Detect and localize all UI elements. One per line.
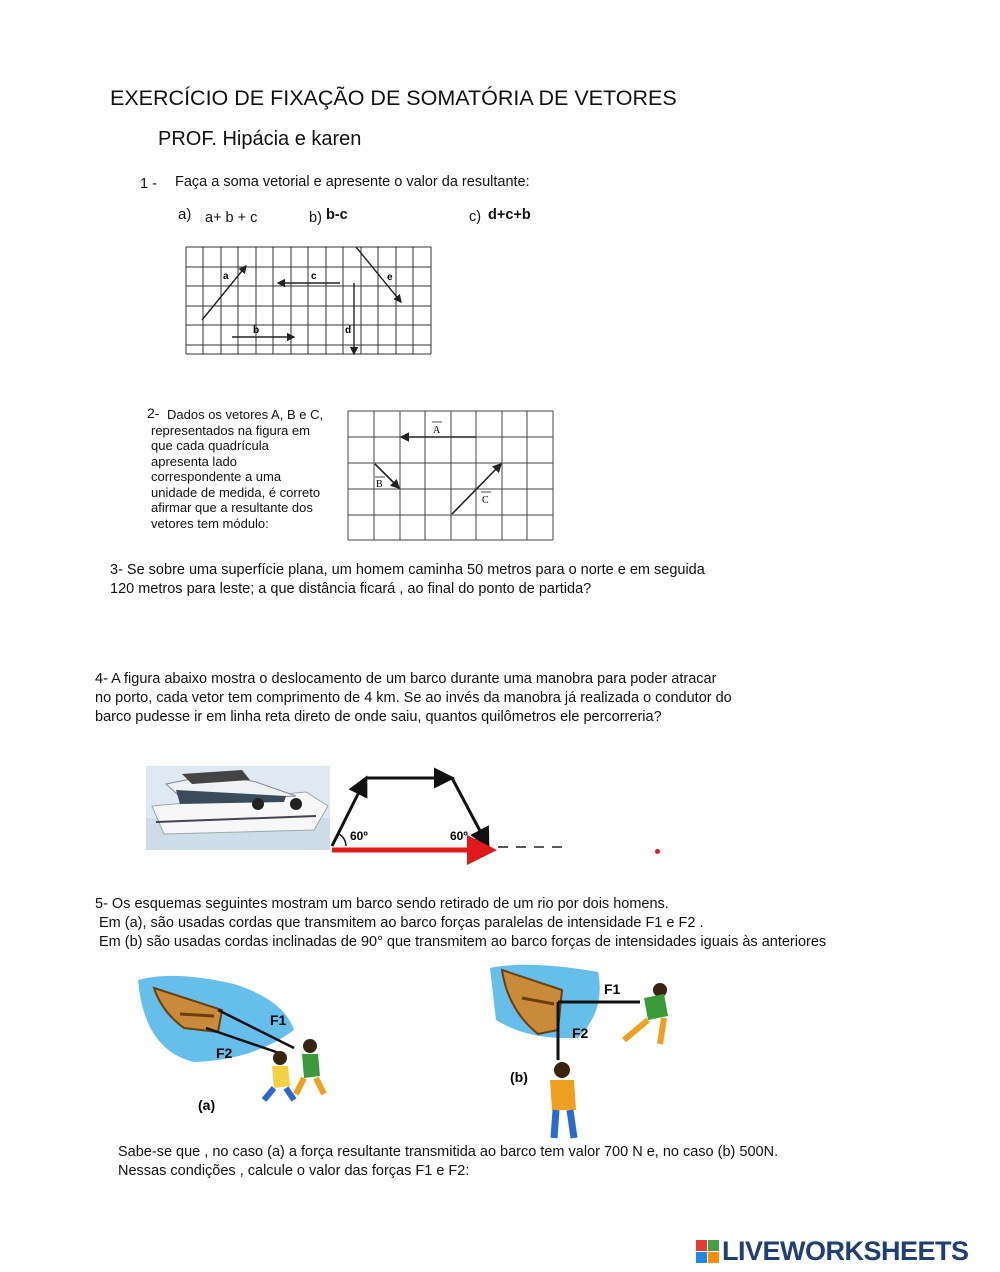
fig-b-f1-label: F1 [604,981,621,997]
vector-b-label: b [253,325,260,336]
q2-vector-grid [346,408,556,543]
q4-line-2: no porto, cada vetor tem comprimento de 4 km. Se ao invés da manobra já realizada o condutor do [95,690,732,706]
logo-letter-box [708,1252,719,1263]
q2-line: apresenta lado [151,453,238,469]
q5-figure-b [488,960,688,1145]
q2-line: afirmar que a resultante dos [151,500,313,515]
q4-line-1: 4- A figura abaixo mostra o deslocamento de um barco durante uma manobra para poder atracar [95,671,717,687]
q2-line: representados na figura em [151,422,310,438]
worksheet-title: EXERCÍCIO DE FIXAÇÃO DE SOMATÓRIA DE VETORES [110,86,677,110]
q4-displacement-diagram [326,764,576,864]
q4-angle-left-label: 60º [350,829,368,843]
q1-text: Faça a soma vetorial e apresente o valor da resultante: [175,174,530,190]
q2-line: Dados os vetores A, B e C, [167,407,324,422]
liveworksheets-wordmark: LIVEWORKSHEETS [722,1236,969,1266]
q1-b-expression: b-c [326,207,348,223]
vector-a-label: a [223,271,229,282]
logo-letter-box [696,1252,707,1263]
vector-e-label: e [387,272,393,283]
vector-d-label: d [345,325,352,336]
q2-text [151,407,323,531]
liveworksheets-logo-icon [696,1240,719,1263]
fig-a-f1-label: F1 [270,1012,287,1028]
q5-footer-line-2: Nessas condições , calcule o valor das forças F1 e F2: [118,1163,470,1179]
q3-line-1: 3- Se sobre uma superfície plana, um homem caminha 50 metros para o norte e em seguida [110,562,705,578]
fig-a-f2-label: F2 [216,1045,233,1061]
q1-number: 1 - [140,176,157,192]
q5-line-2: Em (a), são usadas cordas que transmitem ao barco forças paralelas de intensidade F1 e F2 . [99,915,704,931]
q2-line: unidade de medida, é correto [151,484,321,500]
fig-b-f2-label: F2 [572,1025,589,1041]
fig-a-label: (a) [198,1097,216,1113]
vector-c-label: c [311,271,317,282]
logo-letter-box [696,1240,707,1251]
q4-angle-right-label: 60º [450,829,468,843]
q5-line-3: Em (b) são usadas cordas inclinadas de 90° que transmitem ao barco forças de intensidades iguais às anteriores [99,934,827,950]
red-dot [655,849,660,854]
q4-angle-arc-left [339,834,346,846]
vector-C-label: C [482,495,489,506]
vector-B-label: B [376,479,383,490]
q3-line-2: 120 metros para leste; a que distância ficará , ao final do ponto de partida? [110,581,592,597]
q5-line-1: 5- Os esquemas seguintes mostram um barco sendo retirado de um rio por dois homens. [95,896,669,912]
vector-A-label: A [433,425,441,436]
q2-line: correspondente a uma [151,469,282,484]
q2-number: 2- [147,405,160,421]
q1-b-label: b) [309,210,322,226]
q5-figure-a [134,970,344,1120]
teacher-name: PROF. Hipácia e karen [158,128,362,150]
q1-c-label: c) [469,209,482,225]
q2-line: vetores tem módulo: [151,515,269,531]
q4-line-3: barco pudesse ir em linha reta direto de onde saiu, quantos quilômetros ele percorreria? [95,709,662,725]
q1-vector-grid [180,236,440,366]
fig-b-label: (b) [510,1069,528,1085]
q1-a-label: a) [178,206,192,223]
q2-grid-lines [348,411,553,540]
q1-a-expression: a+ b + c [205,210,258,226]
q1-grid-lines [186,247,431,354]
q2-line: que cada quadrícula [151,438,269,453]
q4-angle-arc-right [474,834,481,846]
q5-footer-line-1: Sabe-se que , no caso (a) a força resultante transmitida ao barco tem valor 700 N e, no caso (b) 500N. [118,1144,779,1160]
boat-photo [146,766,330,850]
liveworksheets-logo [696,1236,969,1267]
q1-c-expression: d+c+b [488,207,531,223]
logo-letter-box [708,1240,719,1251]
